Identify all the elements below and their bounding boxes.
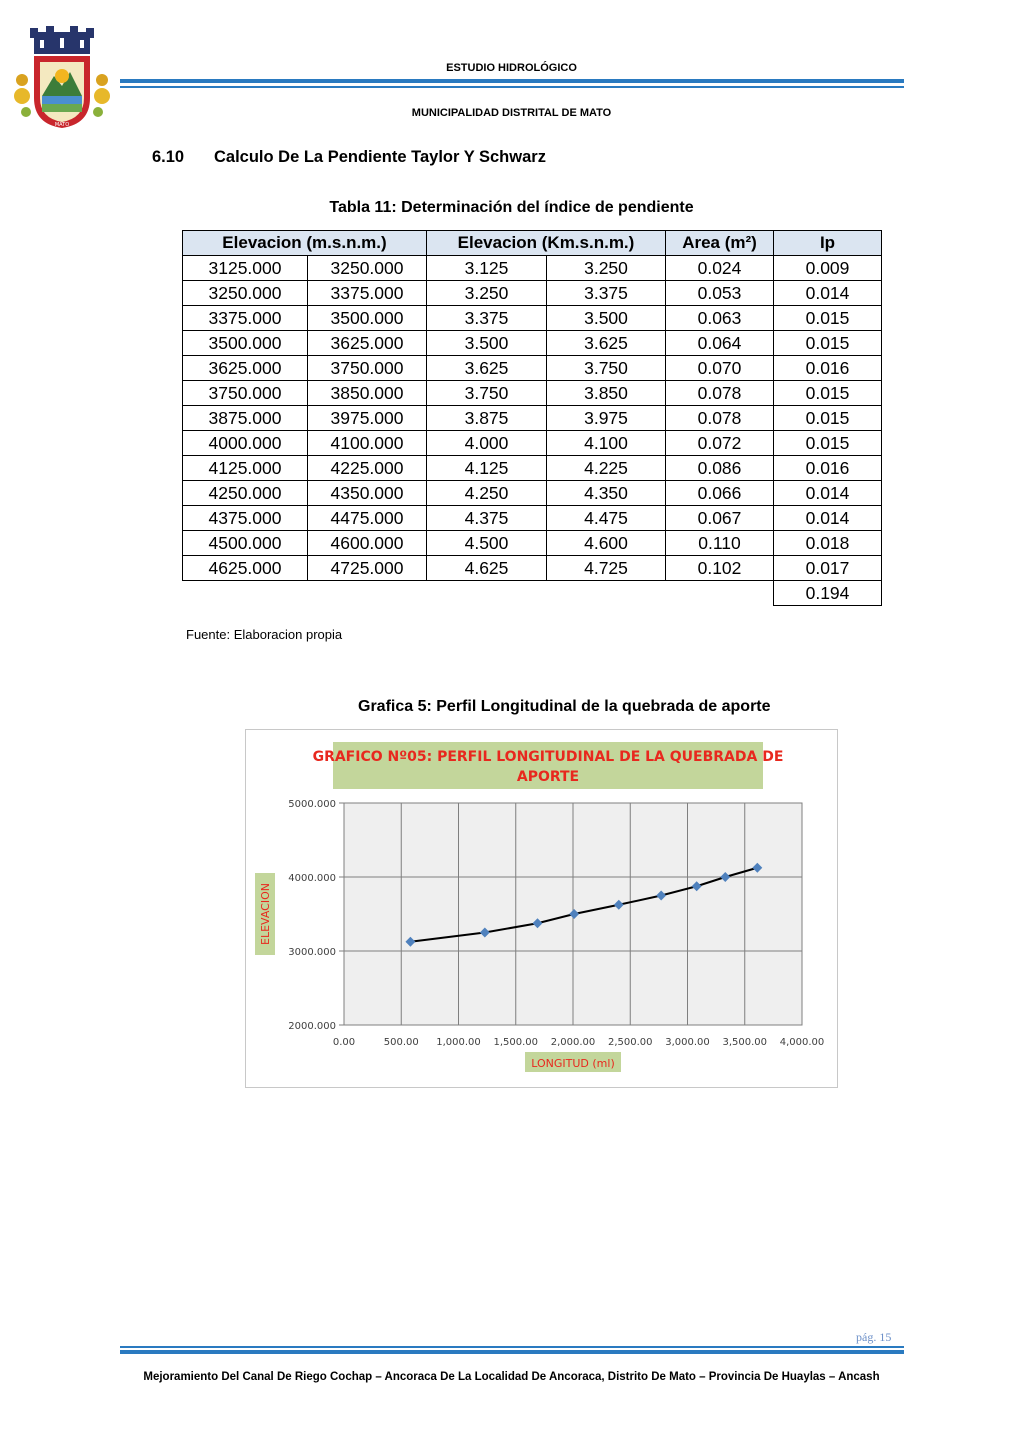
table-row [183, 481, 882, 506]
table-cell: 0.016 [774, 456, 882, 481]
header-elevation-masl: Elevacion (m.s.n.m.) [183, 231, 427, 256]
table-row [183, 306, 882, 331]
profile-chart [245, 729, 838, 1088]
x-tick-label: 1,000.00 [436, 1037, 481, 1048]
table-cell: 3850.000 [308, 381, 427, 406]
table-cell: 0.086 [666, 456, 774, 481]
table-cell: 0.015 [774, 431, 882, 456]
footer-project: Mejoramiento Del Canal De Riego Cochap – Ancoraca De La Localidad De Ancoraca, Distrito De Mato – Provincia De Huaylas – Ancash [143, 1371, 880, 1383]
y-axis-label: ELEVACION [259, 883, 272, 945]
y-tick-label: 2000.000 [288, 1021, 336, 1032]
table-cell: 3375.000 [183, 306, 308, 331]
table-cell: 4.500 [427, 531, 547, 556]
table-row [183, 381, 882, 406]
profile-chart-svg [246, 730, 837, 1087]
header-area: Area (m²) [666, 231, 774, 256]
table-source: Fuente: Elaboracion propia [186, 627, 343, 642]
table-cell: 3750.000 [183, 381, 308, 406]
table-row [183, 281, 882, 306]
table-cell: 3.250 [427, 281, 547, 306]
table-cell: 4.600 [547, 531, 666, 556]
y-tick-label: 5000.000 [288, 799, 336, 810]
table-cell: 0.078 [666, 406, 774, 431]
x-tick-label: 2,500.00 [607, 1037, 653, 1048]
footer-rule [120, 1350, 904, 1354]
header-rule-thin [120, 86, 904, 88]
table-cell: 4.100 [547, 431, 666, 456]
table-cell: 0.070 [666, 356, 774, 381]
table-cell: 3.125 [427, 256, 547, 281]
figure-caption: Grafica 5: Perfil Longitudinal de la quebrada de aporte [358, 698, 771, 715]
table-cell: 0.015 [774, 381, 882, 406]
table-cell: 3.375 [547, 281, 666, 306]
table-cell: 4625.000 [183, 556, 308, 581]
table-cell: 4.125 [427, 456, 547, 481]
table-cell: 0.015 [774, 306, 882, 331]
header-ip: Ip [774, 231, 882, 256]
page-number: pág. 15 [856, 1330, 892, 1344]
table-cell: 0.067 [666, 506, 774, 531]
table-cell: 3.750 [547, 356, 666, 381]
table-cell: 4000.000 [183, 431, 308, 456]
chart-title: APORTE [516, 769, 580, 785]
header-elevation-km: Elevacion (Km.s.n.m.) [427, 231, 666, 256]
table-cell: 3625.000 [183, 356, 308, 381]
table-cell: 0.110 [666, 531, 774, 556]
footer-rule-thin [120, 1346, 904, 1348]
table-cell: 4500.000 [183, 531, 308, 556]
table-cell: 4250.000 [183, 481, 308, 506]
y-tick-label: 3000.000 [288, 947, 336, 958]
empty-cell [183, 581, 308, 606]
table-cell: 3.375 [427, 306, 547, 331]
table-cell: 3.250 [547, 256, 666, 281]
table-cell: 4.475 [547, 506, 666, 531]
slope-index-table [182, 230, 882, 606]
table-cell: 3375.000 [308, 281, 427, 306]
table-cell: 0.014 [774, 281, 882, 306]
table-cell: 3625.000 [308, 331, 427, 356]
table-cell: 3.875 [427, 406, 547, 431]
x-tick-label: 4,000.00 [779, 1037, 825, 1048]
x-axis-label: LONGITUD (ml) [531, 1057, 615, 1070]
empty-cell [547, 581, 666, 606]
table-cell: 4.225 [547, 456, 666, 481]
table-row [183, 331, 882, 356]
table-cell: 4.350 [547, 481, 666, 506]
table-cell: 3.500 [547, 306, 666, 331]
table-cell: 4.625 [427, 556, 547, 581]
x-tick-label: 2,000.00 [550, 1037, 596, 1048]
table-cell: 0.063 [666, 306, 774, 331]
table-row [183, 256, 882, 281]
table-row [183, 506, 882, 531]
table-cell: 0.009 [774, 256, 882, 281]
svg-text:MATO: MATO [54, 122, 70, 128]
table-cell: 3.975 [547, 406, 666, 431]
table-cell: 4.000 [427, 431, 547, 456]
header-rule [120, 79, 904, 83]
table-cell: 4.725 [547, 556, 666, 581]
table-cell: 0.015 [774, 331, 882, 356]
table-row [183, 356, 882, 381]
table-cell: 0.078 [666, 381, 774, 406]
table-row [183, 431, 882, 456]
table-cell: 3.850 [547, 381, 666, 406]
table-cell: 0.066 [666, 481, 774, 506]
table-row [183, 456, 882, 481]
table-cell: 4125.000 [183, 456, 308, 481]
x-tick-label: 1,500.00 [493, 1037, 539, 1048]
table-cell: 4475.000 [308, 506, 427, 531]
table-cell: 4725.000 [308, 556, 427, 581]
ip-total: 0.194 [774, 581, 882, 606]
table-cell: 0.072 [666, 431, 774, 456]
table-cell: 3.625 [547, 331, 666, 356]
section-title: Calculo De La Pendiente Taylor Y Schwarz [214, 148, 546, 166]
table-cell: 4225.000 [308, 456, 427, 481]
x-tick-label: 3,500.00 [722, 1037, 768, 1048]
table-cell: 3975.000 [308, 406, 427, 431]
table-cell: 0.064 [666, 331, 774, 356]
table-cell: 0.053 [666, 281, 774, 306]
table-total-row [183, 581, 882, 606]
chart-title: GRAFICO Nº05: PERFIL LONGITUDINAL DE LA QUEBRADA DE [312, 749, 784, 765]
table-cell: 3500.000 [308, 306, 427, 331]
table-cell: 3.500 [427, 331, 547, 356]
y-tick-label: 4000.000 [288, 873, 336, 884]
table-cell: 3750.000 [308, 356, 427, 381]
header-study-title: ESTUDIO HIDROLÓGICO [446, 62, 577, 74]
table-cell: 3125.000 [183, 256, 308, 281]
table-row [183, 406, 882, 431]
table-cell: 4350.000 [308, 481, 427, 506]
table-cell: 4375.000 [183, 506, 308, 531]
x-tick-label: 500.00 [383, 1037, 419, 1048]
table-cell: 4.375 [427, 506, 547, 531]
x-tick-label: 0.00 [332, 1037, 356, 1048]
table-cell: 3875.000 [183, 406, 308, 431]
table-cell: 4600.000 [308, 531, 427, 556]
header-municipality: MUNICIPALIDAD DISTRITAL DE MATO [411, 107, 612, 119]
table-cell: 0.015 [774, 406, 882, 431]
table-cell: 4.250 [427, 481, 547, 506]
table-cell: 0.014 [774, 481, 882, 506]
table-cell: 3500.000 [183, 331, 308, 356]
table-header-row [183, 231, 882, 256]
empty-cell [427, 581, 547, 606]
table-row [183, 556, 882, 581]
table-cell: 0.016 [774, 356, 882, 381]
table-cell: 0.018 [774, 531, 882, 556]
table-cell: 0.102 [666, 556, 774, 581]
table-cell: 3250.000 [308, 256, 427, 281]
table-cell: 0.014 [774, 506, 882, 531]
table-caption: Tabla 11: Determinación del índice de pendiente [329, 199, 694, 216]
table-cell: 0.017 [774, 556, 882, 581]
table-cell: 3.625 [427, 356, 547, 381]
x-tick-label: 3,000.00 [665, 1037, 710, 1048]
empty-cell [666, 581, 774, 606]
empty-cell [308, 581, 427, 606]
table-cell: 3250.000 [183, 281, 308, 306]
table-cell: 3.750 [427, 381, 547, 406]
table-row [183, 531, 882, 556]
table-cell: 4100.000 [308, 431, 427, 456]
table-cell: 0.024 [666, 256, 774, 281]
section-number: 6.10 [152, 148, 185, 166]
